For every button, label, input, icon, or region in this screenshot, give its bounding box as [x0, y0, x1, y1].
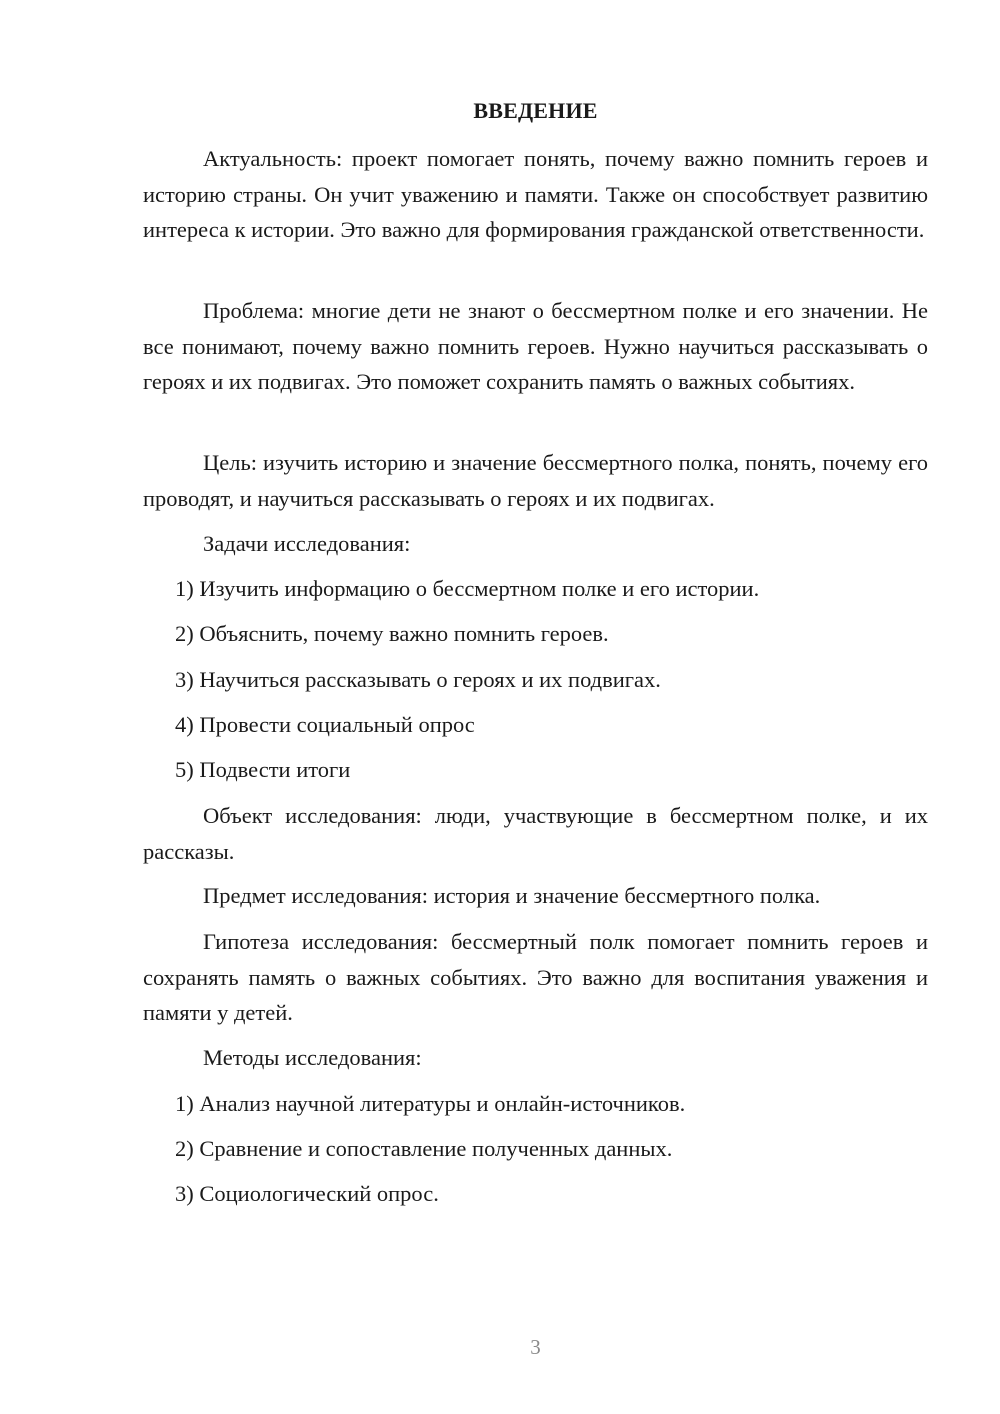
method-item-1: 1) Анализ научной литературы и онлайн-источников.: [175, 1091, 686, 1116]
section-title: ВВЕДЕНИЕ: [473, 98, 598, 123]
object-paragraph: Объект исследования: люди, участвующие в бессмертном полке, и их рассказы.: [143, 803, 928, 864]
task-item-2: 2) Объяснить, почему важно помнить героев.: [175, 621, 609, 646]
task-item-4: 4) Провести социальный опрос: [175, 712, 475, 737]
page-number: 3: [530, 1335, 541, 1359]
problem-paragraph: Проблема: многие дети не знают о бессмертном полке и его значении. Не все понимают, почему важно помнить героев. Нужно научиться рассказывать о героях и их подвигах. Это поможет сохранить память о важных событиях.: [143, 298, 928, 394]
methods-heading: Методы исследования:: [203, 1045, 422, 1070]
subject-paragraph: Предмет исследования: история и значение бессмертного полка.: [203, 883, 821, 908]
method-item-2: 2) Сравнение и сопоставление полученных данных.: [175, 1136, 673, 1161]
tasks-heading: Задачи исследования:: [203, 531, 411, 556]
method-item-3: 3) Социологический опрос.: [175, 1181, 439, 1206]
task-item-1: 1) Изучить информацию о бессмертном полке и его истории.: [175, 576, 760, 601]
document-page: [143, 0, 928, 1414]
goal-paragraph: Цель: изучить историю и значение бессмертного полка, понять, почему его проводят, и научиться рассказывать о героях и их подвигах.: [143, 450, 928, 511]
task-item-3: 3) Научиться рассказывать о героях и их подвигах.: [175, 667, 661, 692]
hypothesis-paragraph: Гипотеза исследования: бессмертный полк помогает помнить героев и сохранять память о важных событиях. Это важно для воспитания уважения и памяти у детей.: [143, 929, 928, 1025]
relevance-paragraph: Актуальность: проект помогает понять, почему важно помнить героев и историю страны. Он учит уважению и памяти. Также он способствует развитию интереса к истории. Это важно для формирования гражданской ответственности.: [143, 146, 928, 242]
task-item-5: 5) Подвести итоги: [175, 757, 351, 782]
